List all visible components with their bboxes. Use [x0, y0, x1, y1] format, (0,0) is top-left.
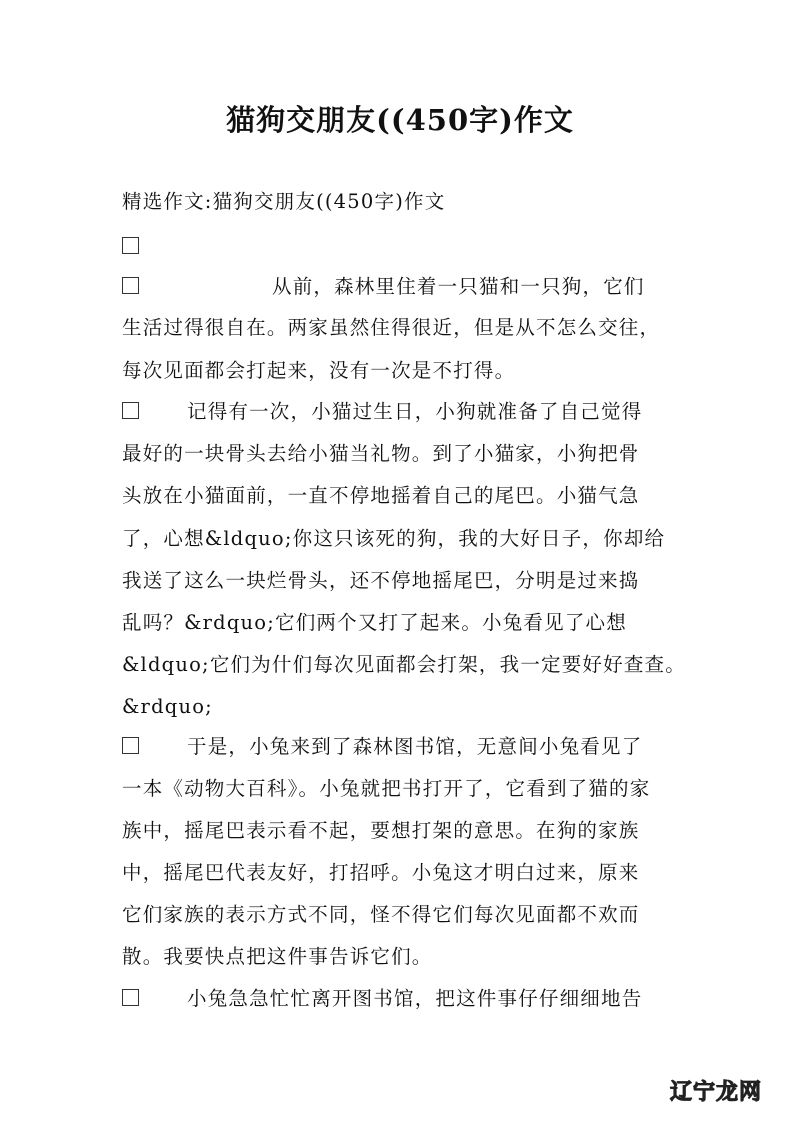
paragraph-line	[122, 902, 640, 928]
line-text: 记得有一次，小猫过生日，小狗就准备了自己觉得	[187, 400, 643, 423]
line-text: 于是，小兔来到了森林图书馆，无意间小兔看见了	[187, 735, 643, 758]
missing-glyph-box-icon	[122, 737, 139, 754]
paragraph-line	[122, 776, 650, 802]
subtitle-line	[122, 189, 445, 215]
paragraph-line	[122, 274, 645, 300]
document-title: 猫狗交朋友((450字)作文	[226, 103, 574, 137]
line-text: 最好的一块骨头去给小猫当礼物。到了小猫家，小狗把骨	[122, 442, 640, 465]
paragraph-line	[122, 315, 660, 341]
missing-glyph-box-icon	[122, 989, 139, 1006]
paragraph-line	[122, 986, 642, 1012]
line-text: 乱吗？&rdquo;它们两个又打了起来。小兔看见了心想	[122, 611, 627, 634]
line-text: 中，摇尾巴代表友好，打招呼。小兔这才明白过来，原来	[122, 861, 640, 884]
line-text: &ldquo;它们为什们每次见面都会打架，我一定要好好查查。	[122, 653, 686, 676]
line-text: 头放在小猫面前，一直不停地摇着自己的尾巴。小猫气急	[122, 484, 640, 507]
paragraph-line	[122, 734, 642, 760]
line-text: 生活过得很自在。两家虽然住得很近，但是从不怎么交往，	[122, 316, 661, 339]
line-text: 了，心想&ldquo;你这只该死的狗，我的大好日子，你却给	[122, 527, 666, 550]
line-text: 从前，森林里住着一只猫和一只狗，它们	[272, 275, 645, 298]
paragraph-line	[122, 652, 686, 678]
paragraph-line	[122, 358, 515, 384]
line-text: 散。我要快点把这件事告诉它们。	[122, 945, 433, 968]
line-text: 一本《动物大百科》。小兔就把书打开了，它看到了猫的家	[122, 777, 651, 800]
paragraph-line	[122, 818, 640, 844]
paragraph-line	[122, 526, 665, 552]
paragraph-line	[122, 399, 642, 425]
missing-glyph-box-icon	[122, 402, 139, 419]
paragraph-line	[122, 694, 213, 720]
missing-glyph-box-icon	[122, 237, 139, 254]
paragraph-line	[122, 944, 433, 970]
missing-glyph-box-icon	[122, 277, 139, 294]
watermark-logo	[670, 1075, 762, 1106]
watermark-part2: 龙网	[715, 1080, 762, 1105]
paragraph-line	[122, 441, 640, 467]
line-text: 每次见面都会打起来，没有一次是不打得。	[122, 359, 516, 382]
line-text: 它们家族的表示方式不同，怪不得它们每次见面都不欢而	[122, 903, 640, 926]
watermark-part1: 辽宁	[669, 1080, 716, 1105]
line-text: 族中，摇尾巴表示看不起，要想打架的意思。在狗的家族	[122, 819, 640, 842]
paragraph-line	[122, 483, 640, 509]
line-text: 我送了这么一块烂骨头，还不停地摇尾巴，分明是过来捣	[122, 569, 640, 592]
line-text: 精选作文:猫狗交朋友((450字)作文	[122, 190, 446, 213]
paragraph-line	[122, 610, 627, 636]
empty-paragraph	[122, 234, 139, 260]
line-text: 小兔急急忙忙离开图书馆，把这件事仔仔细细地告	[187, 987, 643, 1010]
paragraph-line	[122, 860, 640, 886]
paragraph-line	[122, 568, 640, 594]
line-text: &rdquo;	[122, 695, 213, 718]
